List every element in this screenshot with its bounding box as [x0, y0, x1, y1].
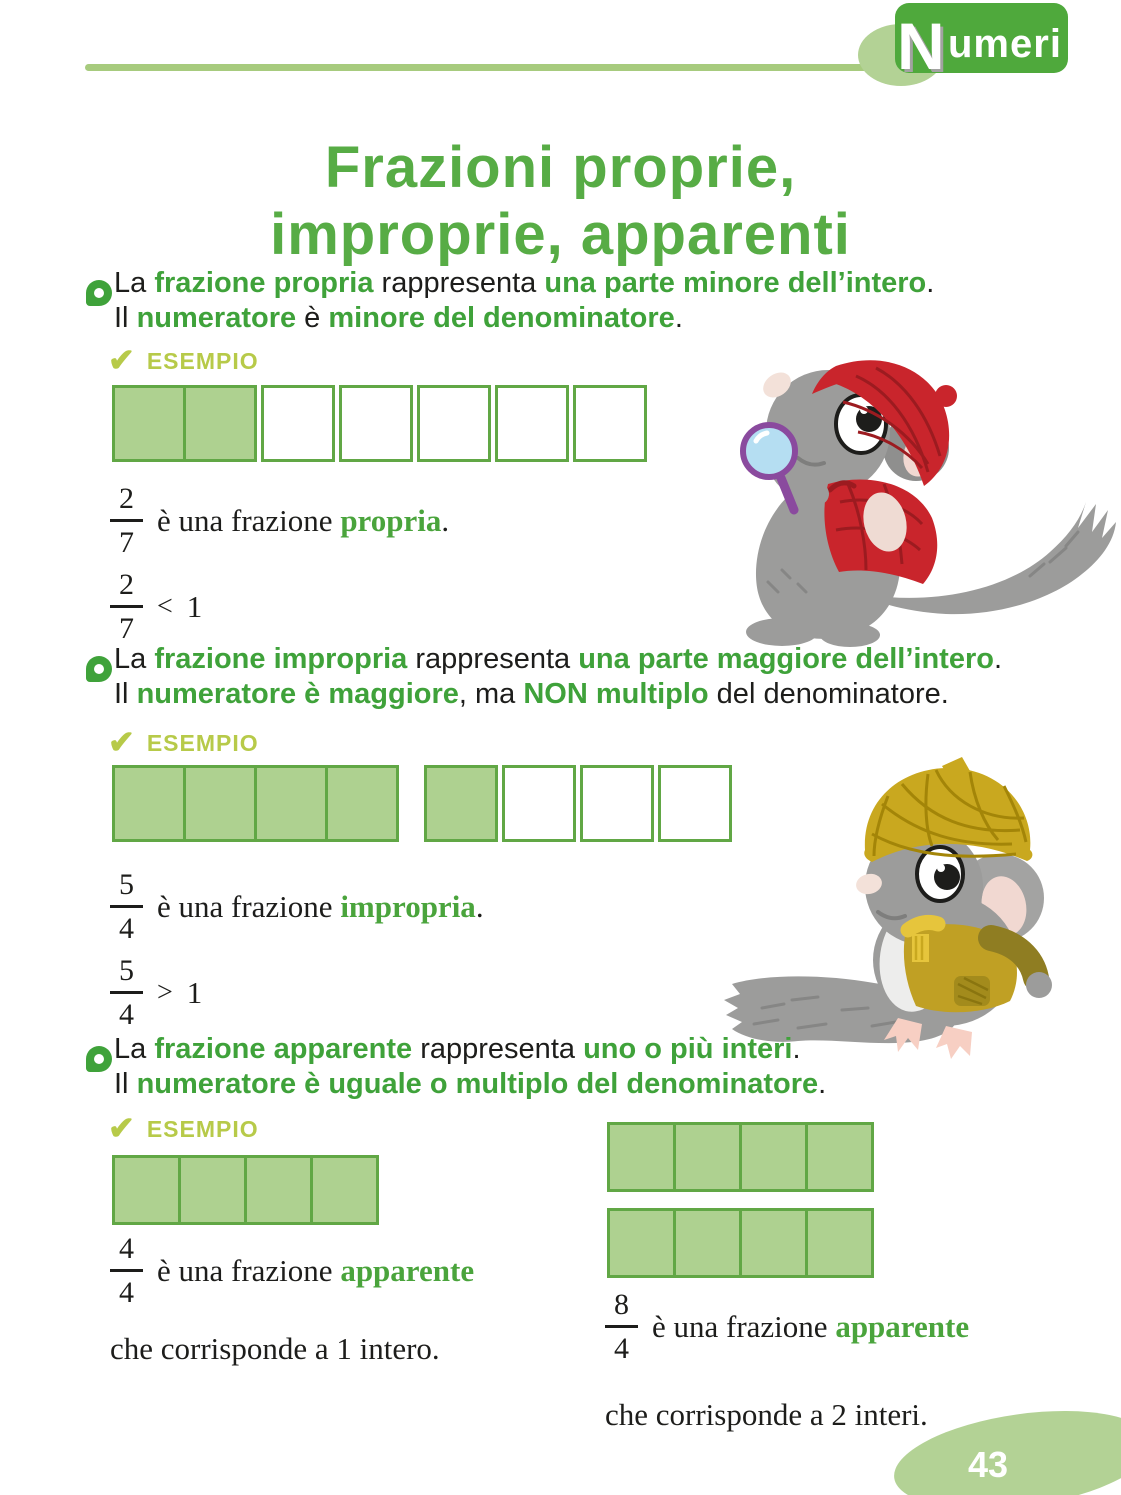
fraction-strip-4-4 [112, 1155, 379, 1225]
fraction-cell-filled [805, 1208, 874, 1278]
fraction-strip-1-4 [424, 765, 732, 842]
esempio-label: ✔ ESEMPIO [108, 342, 259, 378]
example-text: è una frazione impropria. [157, 889, 484, 924]
esempio-label: ✔ ESEMPIO [108, 724, 259, 760]
fraction-cell-filled [178, 1155, 247, 1225]
fraction-cell-filled [607, 1122, 676, 1192]
section2-example-statement [110, 870, 484, 944]
numeri-tab-initial: N [897, 9, 945, 83]
fraction-cell-empty [261, 385, 335, 462]
check-icon: ✔ [108, 1110, 135, 1146]
fraction-strip-8-4-a [607, 1122, 874, 1192]
example-text: è una frazione apparente [652, 1309, 970, 1344]
section2-intro: La frazione impropria rappresenta una parte maggiore dell’intero. Il numeratore è maggiore, ma NON multiplo del denominatore. [114, 643, 1003, 710]
esempio-label: ✔ ESEMPIO [108, 1110, 259, 1146]
fraction-cell-filled [325, 765, 399, 842]
fraction-4-4: $\frac{4}{4}$ [110, 1234, 143, 1308]
fraction-strip-whole [112, 765, 399, 842]
section1-example-statement [110, 484, 449, 558]
bullet-icon [86, 1046, 112, 1072]
example-text: è una frazione propria. [157, 503, 450, 538]
check-icon: ✔ [108, 724, 135, 760]
section2-inequality: $\frac{5}{4}$ > 1 [110, 956, 202, 1030]
detective-mouse-illustration [678, 332, 1118, 652]
fraction-cell-filled [673, 1208, 742, 1278]
fraction-cell-empty [495, 385, 569, 462]
fraction-cell-empty [580, 765, 654, 842]
fraction-strip-8-4-b [607, 1208, 874, 1278]
page-title-line2: improprie, apparenti [270, 201, 851, 267]
fraction-strip-2-7 [112, 385, 647, 462]
fraction-cell-filled [739, 1208, 808, 1278]
fraction-cell-filled [112, 765, 186, 842]
scout-mouse-illustration [702, 738, 1102, 1063]
bullet-icon [86, 656, 112, 682]
fraction-cell-empty [339, 385, 413, 462]
fraction-cell-filled [183, 765, 257, 842]
fraction-cell-empty [502, 765, 576, 842]
section3-intro: La frazione apparente rappresenta uno o più interi. Il numeratore è uguale o multiplo del denominatore. [114, 1033, 827, 1100]
fraction-8-4: $\frac{8}{4}$ [605, 1290, 638, 1364]
fraction-cell-filled [183, 385, 257, 462]
fraction-cell-filled [244, 1155, 313, 1225]
header-rule [85, 64, 885, 71]
page-title-line1: Frazioni proprie, [324, 134, 797, 200]
fraction-cell-filled [310, 1155, 379, 1225]
section3-right-example [605, 1290, 969, 1364]
fraction-cell-filled [254, 765, 328, 842]
check-icon: ✔ [108, 342, 135, 378]
fraction-5-4: $\frac{5}{4}$ [110, 870, 143, 944]
bullet-icon [86, 280, 112, 306]
fraction-cell-filled [424, 765, 498, 842]
numeri-tab-label: umeri [948, 22, 1062, 66]
example-text: è una frazione apparente [157, 1253, 475, 1288]
fraction-cell-filled [673, 1122, 742, 1192]
fraction-cell-empty [573, 385, 647, 462]
fraction-cell-empty [658, 765, 732, 842]
section3-right-note: che corrisponde a 2 interi. [605, 1397, 928, 1432]
fraction-2-7: $\frac{2}{7}$ [110, 570, 143, 644]
fraction-cell-filled [739, 1122, 808, 1192]
fraction-5-4: $\frac{5}{4}$ [110, 956, 143, 1030]
fraction-2-7: $\frac{2}{7}$ [110, 484, 143, 558]
fraction-cell-filled [805, 1122, 874, 1192]
section1-inequality: $\frac{2}{7}$ < 1 [110, 570, 202, 644]
page-number: 43 [968, 1444, 1009, 1485]
fraction-cell-empty [417, 385, 491, 462]
section3-left-note: che corrisponde a 1 intero. [110, 1331, 440, 1366]
fraction-cell-filled [112, 385, 186, 462]
fraction-cell-filled [607, 1208, 676, 1278]
fraction-cell-filled [112, 1155, 181, 1225]
section1-intro: La frazione propria rappresenta una parte minore dell’intero. Il numeratore è minore del denominatore. [114, 267, 935, 334]
section3-left-example [110, 1234, 474, 1308]
